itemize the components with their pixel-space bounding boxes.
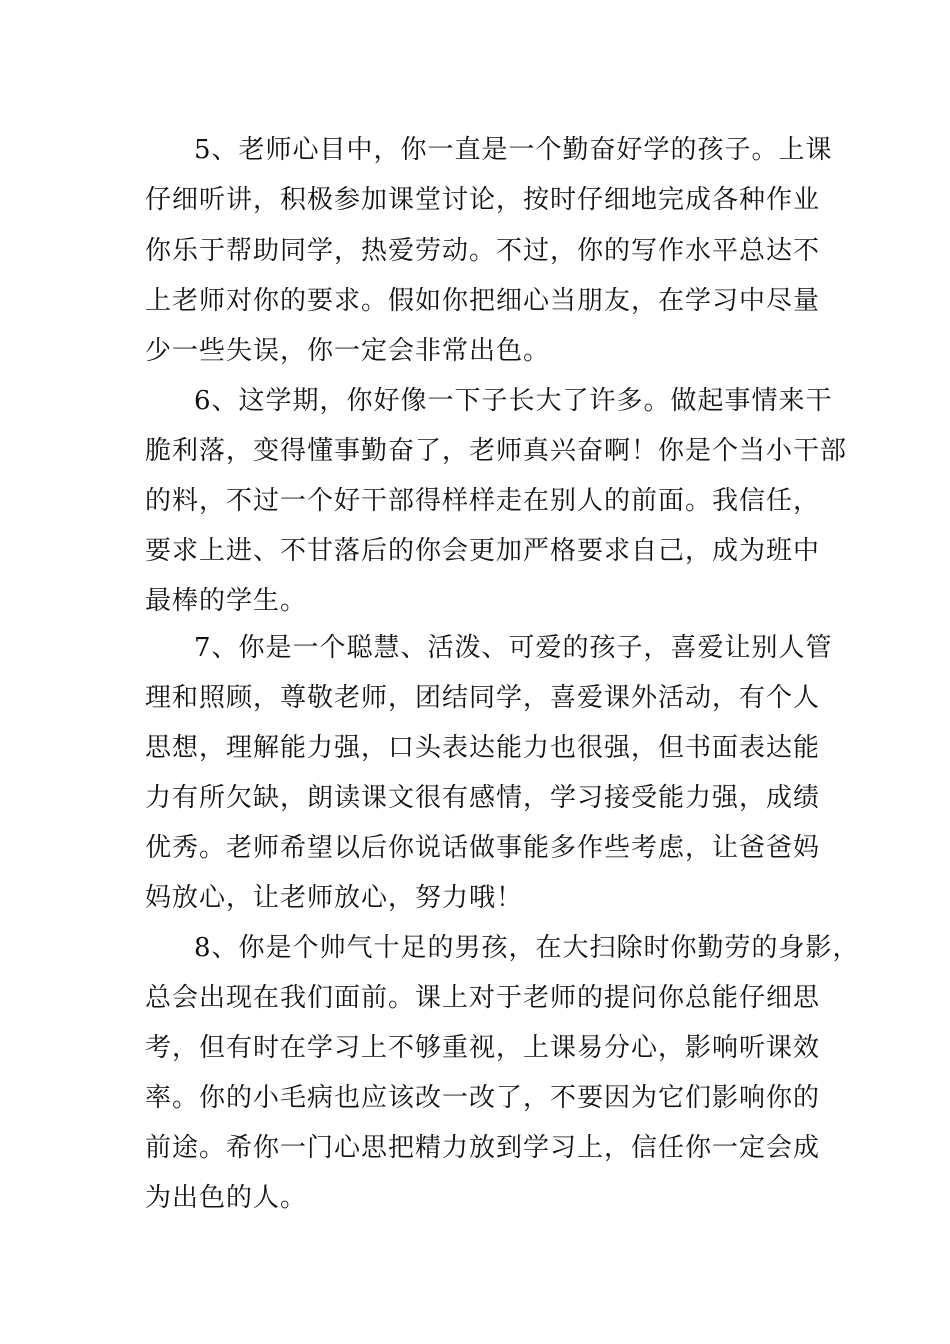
paragraph-7-line-5: 优秀。老师希望以后你说话做事能多作些考虑，让爸爸妈 [145,833,821,863]
paragraph-7-line-3: 思想，理解能力强，口头表达能力也很强，但书面表达能 [145,733,821,763]
paragraph-5-line-5: 少一些失误，你一定会非常出色。 [145,336,551,366]
paragraph-8-line-6: 为出色的人。 [145,1183,308,1213]
paragraph-8-line-2: 总会出现在我们面前。课上对于老师的提问你总能仔细思 [145,983,821,1013]
paragraph-5-line-3: 你乐于帮助同学，热爱劳动。不过，你的写作水平总达不 [145,236,821,266]
paragraph-6-line-5: 最棒的学生。 [145,586,308,616]
paragraph-8-line-3: 考，但有时在学习上不够重视，上课易分心，影响听课效 [145,1033,821,1063]
paragraph-6-line-1: 6、这学期，你好像一下子长大了许多。做起事情来干 [194,386,833,416]
paragraph-5-line-2: 仔细听讲，积极参加课堂讨论，按时仔细地完成各种作业 [145,185,821,215]
paragraph-8-line-1: 8、你是个帅气十足的男孩，在大扫除时你勤劳的身影， [194,933,860,963]
paragraph-7-line-6: 妈放心，让老师放心，努力哦！ [145,883,524,913]
paragraph-7-line-4: 力有所欠缺，朗读课文很有感情，学习接受能力强，成绩 [145,783,821,813]
paragraph-8-line-4: 率。你的小毛病也应该改一改了，不要因为它们影响你的 [145,1083,821,1113]
paragraph-8-line-5: 前途。希你一门心思把精力放到学习上，信任你一定会成 [145,1133,821,1163]
paragraph-5-line-4: 上老师对你的要求。假如你把细心当朋友，在学习中尽量 [145,286,821,316]
paragraph-6-line-4: 要求上进、不甘落后的你会更加严格要求自己，成为班中 [145,536,821,566]
paragraph-7-line-1: 7、你是一个聪慧、活泼、可爱的孩子，喜爱让别人管 [194,633,833,663]
paragraph-5-line-1: 5、老师心目中，你一直是一个勤奋好学的孩子。上课 [194,135,833,165]
paragraph-7-line-2: 理和照顾，尊敬老师，团结同学，喜爱课外活动，有个人 [145,683,821,713]
paragraph-6-line-2: 脆利落，变得懂事勤奋了，老师真兴奋啊！你是个当小干部 [145,436,848,466]
paragraph-6-line-3: 的料，不过一个好干部得样样走在别人的前面。我信任， [145,486,821,516]
